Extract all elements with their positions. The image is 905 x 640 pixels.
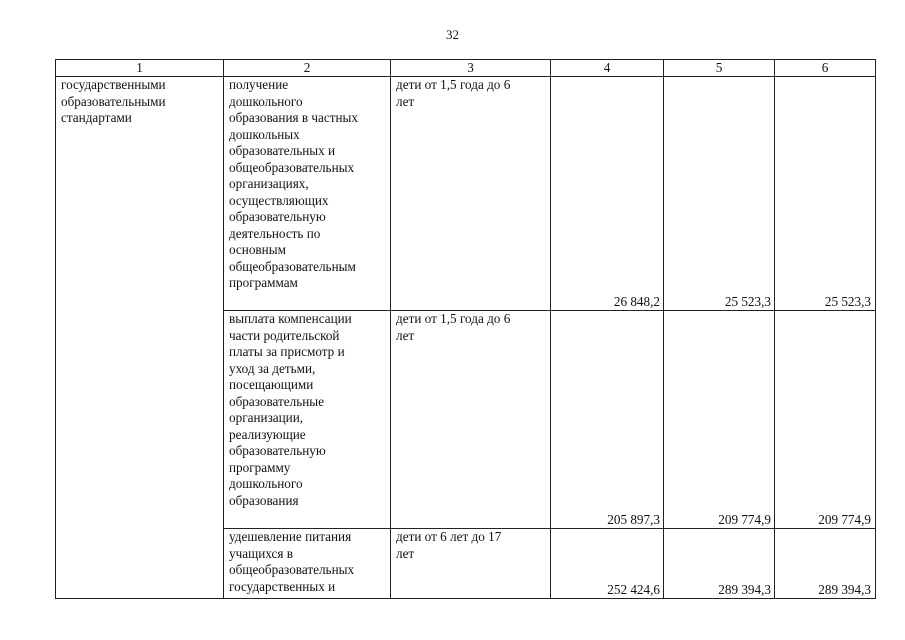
data-table: [55, 59, 876, 599]
first-column-cell: государственными образовательными стандартами: [56, 77, 224, 599]
value-col-5: 209 774,9: [664, 311, 775, 529]
recipients-cell: дети от 6 лет до 17 лет: [391, 529, 551, 599]
value-col-4: 205 897,3: [551, 311, 664, 529]
recipients-cell: дети от 1,5 года до 6 лет: [391, 311, 551, 529]
header-col-4: 4: [551, 60, 664, 77]
header-col-2: 2: [224, 60, 391, 77]
value-col-6: 25 523,3: [775, 77, 876, 311]
header-col-6: 6: [775, 60, 876, 77]
service-cell: выплата компенсации части родительской платы за присмотр и уход за детьми, посещающими образовательные организации, реализующие образовательную программу дошкольного образования: [224, 311, 391, 529]
service-cell: получение дошкольного образования в частных дошкольных образовательных и общеобразовательных организациях, осуществляющих образовательную деятельность по основным общеобразовательным программам: [224, 77, 391, 311]
value-col-6: 289 394,3: [775, 529, 876, 599]
header-col-1: 1: [56, 60, 224, 77]
recipients-cell: дети от 1,5 года до 6 лет: [391, 77, 551, 311]
value-col-5: 25 523,3: [664, 77, 775, 311]
header-row: [56, 60, 876, 77]
value-col-4: 252 424,6: [551, 529, 664, 599]
header-col-5: 5: [664, 60, 775, 77]
service-cell: удешевление питания учащихся в общеобразовательных государственных и: [224, 529, 391, 599]
table-row: [56, 77, 876, 311]
header-col-3: 3: [391, 60, 551, 77]
value-col-5: 289 394,3: [664, 529, 775, 599]
page-number: 32: [446, 27, 459, 42]
value-col-4: 26 848,2: [551, 77, 664, 311]
value-col-6: 209 774,9: [775, 311, 876, 529]
